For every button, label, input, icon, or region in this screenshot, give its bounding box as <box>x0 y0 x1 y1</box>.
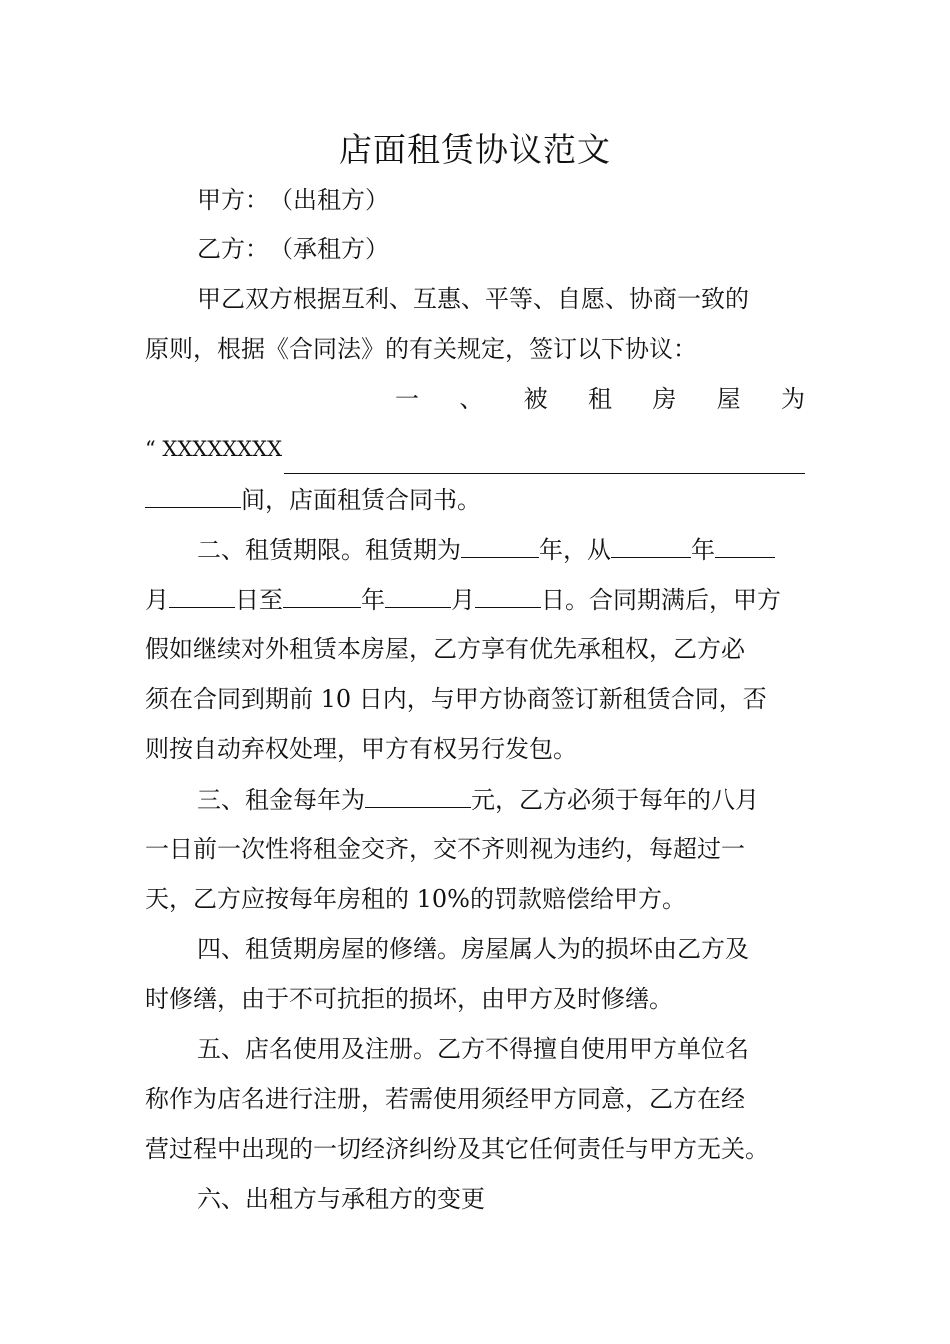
start-day-blank <box>169 574 235 608</box>
section-3-line-1 <box>197 774 805 824</box>
section-1-char: 房 <box>652 385 677 413</box>
section-2-line-5: 则按自动弃权处理，甲方有权另行发包。 <box>145 735 577 763</box>
section-1-char: 、 <box>459 385 484 413</box>
section-3-line-2: 一日前一次性将租金交齐，交不齐则视为违约，每超过一 <box>145 835 745 863</box>
party-a-line: 甲方： （出租方） <box>197 186 389 214</box>
section-2-text-g: 月 <box>451 586 475 614</box>
start-year-blank <box>611 524 691 558</box>
end-month-blank <box>385 574 451 608</box>
section-2-text-e: 日至 <box>235 586 283 614</box>
section-2-line-4: 须在合同到期前 10 日内，与甲方协商签订新租赁合同，否 <box>145 685 767 713</box>
section-3-line-3: 天，乙方应按每年房租的 10%的罚款赔偿给甲方。 <box>145 885 686 913</box>
end-year-blank <box>283 574 361 608</box>
section-2-text-h: 日。合同期满后，甲方 <box>541 586 781 614</box>
section-5-line-1: 五、店名使用及注册。乙方不得擅自使用甲方单位名 <box>197 1035 749 1063</box>
section-6-line-1: 六、出租方与承租方的变更 <box>197 1185 485 1213</box>
section-1-line-3-text: 间，店面租赁合同书。 <box>241 486 481 514</box>
section-5-line-3: 营过程中出现的一切经济纠纷及其它任何责任与甲方无关。 <box>145 1135 769 1163</box>
lease-years-blank <box>461 524 539 558</box>
section-1-char: 为 <box>780 385 805 413</box>
section-2-line-1 <box>197 524 805 574</box>
document-title: 店面租赁协议范文 <box>339 130 611 169</box>
intro-line-2: 原则，根据《合同法》的有关规定，签订以下协议： <box>145 335 697 363</box>
section-1-char: 租 <box>587 385 612 413</box>
start-month-blank <box>715 524 775 558</box>
rooms-blank <box>145 474 241 508</box>
section-2-text-f: 年 <box>361 586 385 614</box>
section-2-text-d: 月 <box>145 586 169 614</box>
section-2-text-b: 年，从 <box>539 536 611 564</box>
section-1-line-3 <box>145 474 805 524</box>
property-placeholder: “ XXXXXXXX <box>145 437 283 461</box>
section-4-line-1: 四、租赁期房屋的修缮。房屋属人为的损坏由乙方及 <box>197 935 749 963</box>
section-3-text-b: 元，乙方必须于每年的八月 <box>471 786 759 814</box>
section-3-text-a: 三、租金每年为 <box>197 786 365 814</box>
annual-rent-blank <box>365 774 471 808</box>
party-b-line: 乙方： （承租方） <box>197 235 389 263</box>
section-1-char: 一 <box>395 385 419 413</box>
section-1-char: 屋 <box>716 385 741 413</box>
section-2-line-2 <box>145 574 805 624</box>
section-4-line-2: 时修缮，由于不可抗拒的损坏，由甲方及时修缮。 <box>145 985 673 1013</box>
section-2-text-a: 二、租赁期限。租赁期为 <box>197 536 461 564</box>
intro-line-1: 甲乙双方根据互利、互惠、平等、自愿、协商一致的 <box>197 285 749 313</box>
section-1-line-2 <box>145 424 805 474</box>
section-1-char: 被 <box>523 385 548 413</box>
section-1-heading <box>395 374 805 424</box>
section-5-line-2: 称作为店名进行注册，若需使用须经甲方同意，乙方在经 <box>145 1085 745 1113</box>
end-day-blank <box>475 574 541 608</box>
section-2-text-c: 年 <box>691 536 715 564</box>
section-2-line-3: 假如继续对外租赁本房屋，乙方享有优先承租权，乙方必 <box>145 635 745 663</box>
property-blank <box>284 440 805 474</box>
